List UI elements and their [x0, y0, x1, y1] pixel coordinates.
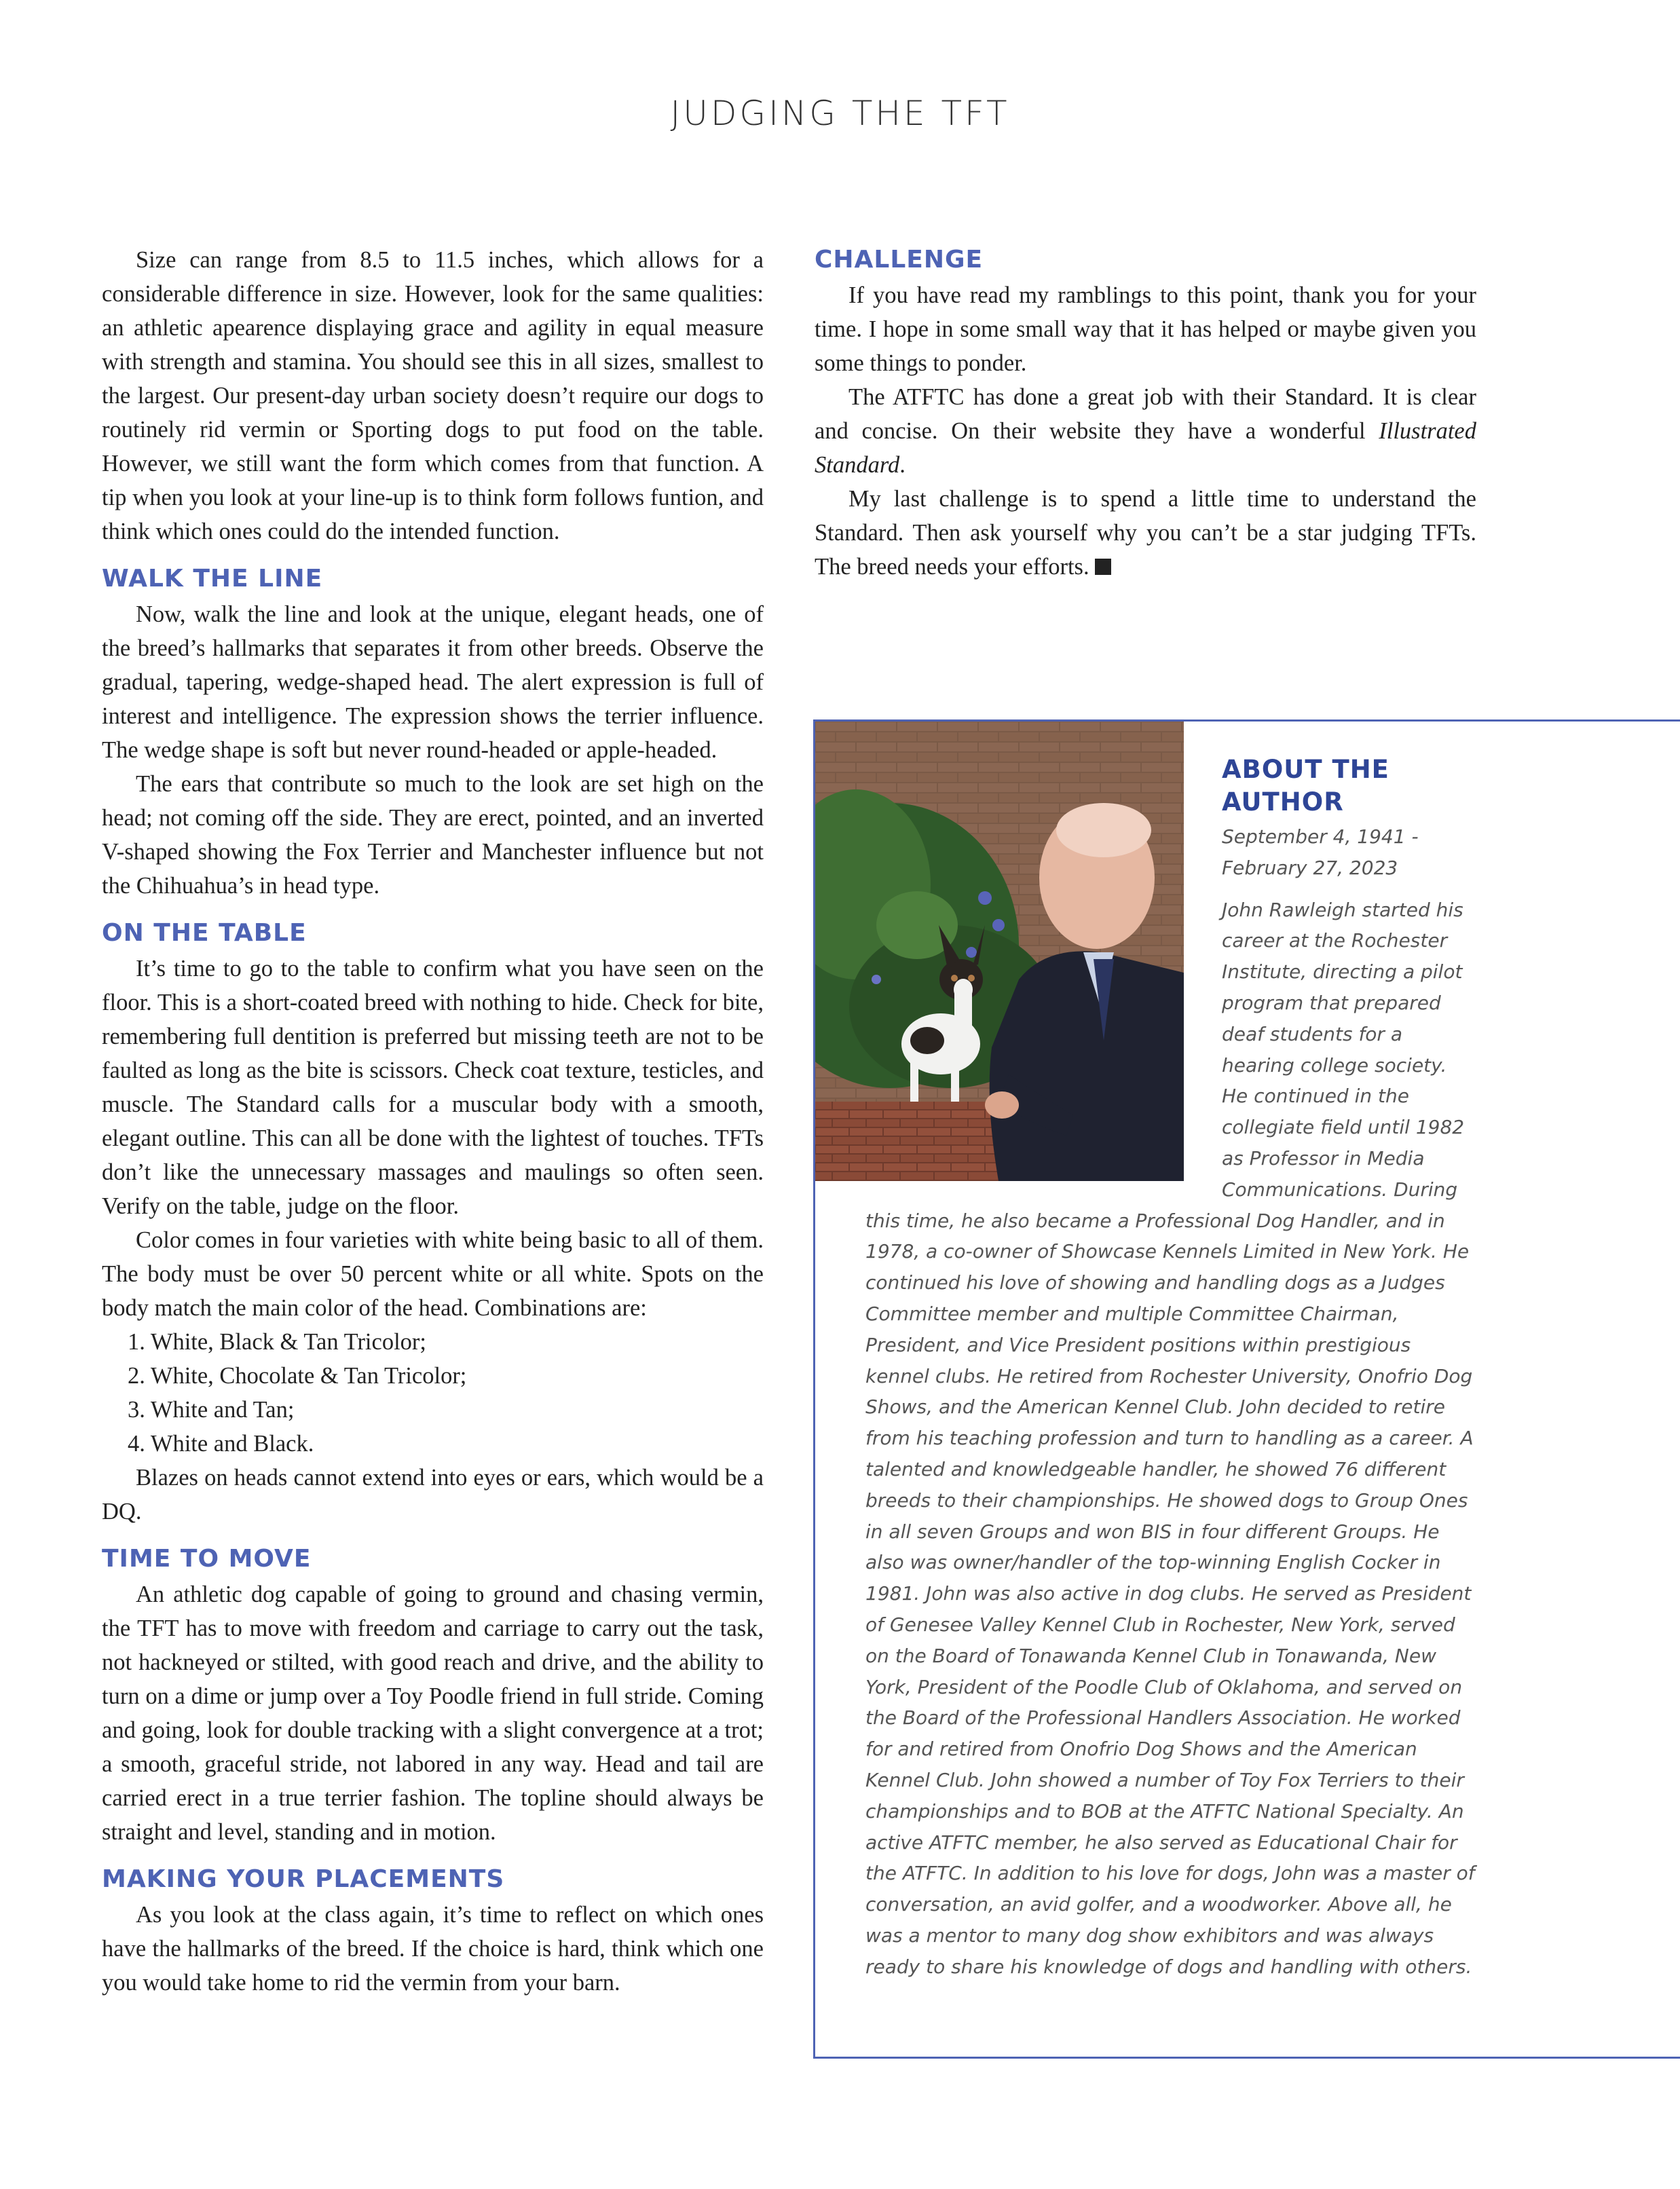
- paragraph: As you look at the class again, it’s time to reflect on which ones have the hallmarks of the breed. If the choice is hard, think which one you would take home to rid the vermin from your barn.: [102, 1902, 764, 1996]
- color-combinations-list: [102, 1325, 764, 1461]
- list-item: 3. White and Tan;: [128, 1397, 295, 1423]
- text-run: My last challenge is to spend a little time to understand the Standard. Then ask yourself why you can’t be a star judging TFTs. The breed needs your efforts.: [815, 486, 1476, 580]
- end-mark-icon: [1095, 559, 1111, 575]
- text-run: .: [899, 452, 906, 478]
- paragraph: Color comes in four varieties with white being basic to all of them. The body must be over 50 percent white or all white. Spots on the body match the main color of the head. Combinations are:: [102, 1227, 764, 1321]
- list-item: 1. White, Black & Tan Tricolor;: [128, 1329, 426, 1355]
- section-heading-on-the-table: ON THE TABLE: [102, 919, 307, 947]
- photo-wrap-spacer: [865, 753, 1222, 1181]
- left-column: [102, 243, 764, 2000]
- dates-line: September 4, 1941 -: [1222, 825, 1419, 848]
- heading-line: ABOUT THE: [1222, 755, 1389, 784]
- right-column: [815, 243, 1476, 584]
- author-bio: John Rawleigh started his career at the Rochester Institute, directing a pilot program that prepared deaf students for a hearing college society. He continued in the collegiate field until 1982 as Professor in Media Communications. During this time, he also became a Professional Dog Handler, and in 1978, a co-owner of Showcase Kennels Limited in New York. He continued his love of showing and handling dogs as a Judges Committee member and multiple Committee Chairman, President, and Vice President positions within prestigious kennel clubs. He retired from Rochester University, Onofrio Dog Shows, and the American Kennel Club. John decided to retire from his teaching profession and turn to handling as a career. A talented and knowledgeable handler, he showed 76 different breeds to their championships. He showed dogs to Group Ones in all seven Groups and won BIS in four different Groups. He also was owner/handler of the top-winning English Cocker in 1981. John was also active in dog clubs. He served as President of Genesee Valley Kennel Club in Rochester, New York, served on the Board of Tonawanda Kennel Club in Tonawanda, New York, President of the Poodle Club of Oklahoma, and served on the Board of the Professional Handlers Association. He worked for and retired from Onofrio Dog Shows and the American Kennel Club. John showed a number of Toy Fox Terriers to their championships and to BOB at the ATFTC National Specialty. An active ATFTC member, he also served as Educational Chair for the ATFTC. In addition to his love for dogs, John was a master of conversation, an avid golfer, and a woodworker. Above all, he was a mentor to many dog show exhibitors and was always ready to share his knowledge of dogs and handling with others.: [865, 898, 1475, 1978]
- paragraph: If you have read my ramblings to this point, thank you for your time. I hope in some small way that it has helped or maybe given you some things to ponder.: [815, 282, 1476, 376]
- paragraph: [815, 482, 1476, 584]
- italic-title: Illustrated Standard: [815, 418, 1476, 478]
- paragraph: [815, 380, 1476, 482]
- paragraph: Size can range from 8.5 to 11.5 inches, which allows for a considerable difference in size. However, look for the same qualities: an athletic apearence displaying grace and agility in equal measure with strength and stamina. You should see this in all sizes, smallest to the largest. Our present-day urban society doesn’t require our dogs to routinely rid vermin or Sporting dogs to put food on the table. However, we still want the form which comes from that function. A tip when you look at your line-up is to think form follows funtion, and think which ones could do the intended function.: [102, 247, 764, 544]
- list-item: 2. White, Chocolate & Tan Tricolor;: [128, 1363, 467, 1389]
- section-heading-challenge: CHALLENGE: [815, 246, 984, 274]
- text-run: The ATFTC has done a great job with their Standard. It is clear and concise. On their website they have a wonderful: [815, 384, 1476, 444]
- paragraph: It’s time to go to the table to confirm what you have seen on the floor. This is a short-coated breed with nothing to hide. Check for bite, remembering full dentition is preferred but missing teeth are not to be faulted as long as the bite is scissors. Check coat texture, testicles, and muscle. The Standard calls for a muscular body with a smooth, elegant outline. This can all be done with the lightest of touches. TFTs don’t like the unnecessary massages and maulings so often seen. Verify on the table, judge on the floor.: [102, 956, 764, 1219]
- paragraph: Blazes on heads cannot extend into eyes or ears, which would be a DQ.: [102, 1465, 764, 1524]
- paragraph: An athletic dog capable of going to ground and chasing vermin, the TFT has to move with freedom and carriage to carry out the task, not hackneyed or stilted, with good reach and drive, and the ability to turn on a dime or jump over a Toy Poodle friend in full stride. Coming and going, look for double tracking with a slight convergence at a trot; a smooth, graceful stride, not labored in any way. Head and tail are carried erect in a true terrier fashion. The topline should always be straight and level, standing and in motion.: [102, 1582, 764, 1845]
- heading-line: AUTHOR: [1222, 787, 1344, 817]
- paragraph: The ears that contribute so much to the look are set high on the head; not coming off the side. They are erect, pointed, and an inverted V-shaped showing the Fox Terrier and Manchester influence but not the Chihuahua’s in head type.: [102, 771, 764, 899]
- about-author-text: [865, 753, 1476, 1982]
- section-heading-walk-the-line: WALK THE LINE: [102, 565, 323, 593]
- section-heading-making-your-placements: MAKING YOUR PLACEMENTS: [102, 1865, 505, 1893]
- paragraph: Now, walk the line and look at the unique, elegant heads, one of the breed’s hallmarks that separates it from other breeds. Observe the gradual, tapering, wedge-shaped head. The alert expression is full of interest and intelligence. The expression shows the terrier influence. The wedge shape is soft but never round-headed or apple-headed.: [102, 601, 764, 763]
- page-title: JUDGING THE TFT: [670, 94, 1010, 133]
- list-item: 4. White and Black.: [128, 1431, 314, 1457]
- dates-line: February 27, 2023: [1222, 856, 1398, 879]
- section-heading-time-to-move: TIME TO MOVE: [102, 1545, 312, 1573]
